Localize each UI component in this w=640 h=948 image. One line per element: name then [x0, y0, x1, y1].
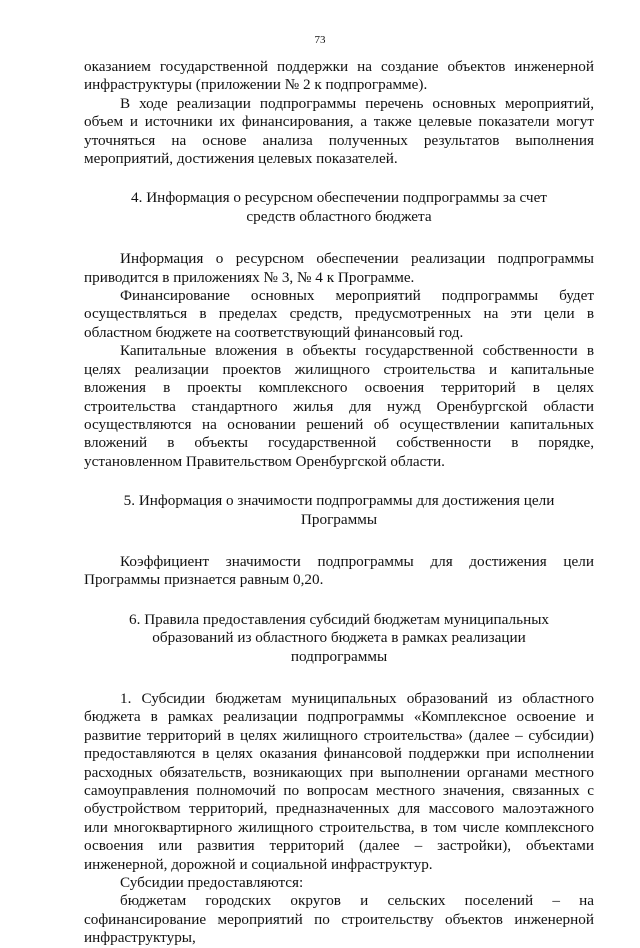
paragraph-continuation: оказанием государственной поддержки на создание объектов инженерной инфраструктуры (приложении № 2 к подпрограмме).: [84, 58, 594, 94]
section-heading-4: 4. Информация о ресурсном обеспечении подпрограммы за счет средств областного бюджета: [131, 189, 547, 225]
paragraph-resource-info: Информация о ресурсном обеспечении реализации подпрограммы приводится в приложениях № 3, № 4 к Программе.: [84, 250, 594, 286]
document-body: [84, 58, 594, 948]
paragraph-subsidies-provided: Субсидии предоставляются:: [120, 874, 304, 892]
paragraph-subsidies-rule-1: 1. Субсидии бюджетам муниципальных образований из областного бюджета в рамках реализации подпрограммы «Комплексное освоение и развитие территорий в целях жилищного строительства» (далее – субсидии) предоставляются в целях оказания финансовой поддержки при исполнении расходных обязательств, возникающих при выполнении органами местного самоуправления полномочий по вопросам местного значения, связанных с обустройством территорий, предназначенных для массового малоэтажного или многоквартирного жилищного строительства, в том числе комплексного освоения или развития территорий (далее – застройки), объектами инженерной, дорожной и социальной инфраструктур.: [84, 689, 594, 873]
section-heading-5: 5. Информация о значимости подпрограммы для достижения цели Программы: [123, 492, 555, 528]
paragraph-financing: Финансирование основных мероприятий подпрограммы будет осуществляться в пределах средств, предусмотренных на эти цели в областном бюджете на соответствующий финансовый год.: [84, 287, 594, 341]
paragraph-city-districts: бюджетам городских округов и сельских поселений – на софинансирование мероприятий по строительству объектов инженерной инфраструктуры,: [84, 892, 594, 947]
paragraph-measures: В ходе реализации подпрограммы перечень основных мероприятий, объем и источники их финансирования, а также целевые показатели могут уточняться на основе анализа полученных результатов выполнения мероприятий, достижения целевых показателей.: [84, 94, 594, 168]
paragraph-significance-coefficient: Коэффициент значимости подпрограммы для достижения цели Программы признается равным 0,20.: [84, 552, 594, 589]
paragraph-capital-investments: Капитальные вложения в объекты государственной собственности в целях реализации проектов жилищного строительства и капитальные вложения в проекты комплексного освоения территорий в целях строительства стандартного жилья для нужд Оренбургской области осуществляются на основании решений об осуществлении капитальных вложений в объекты государственной собственности в порядке, установленном Правительством Оренбургской области.: [84, 342, 594, 470]
section-heading-6: 6. Правила предоставления субсидий бюджетам муниципальных образований из областного бюджета в рамках реализации подпрограммы: [129, 610, 549, 665]
page-number: 73: [314, 34, 326, 46]
